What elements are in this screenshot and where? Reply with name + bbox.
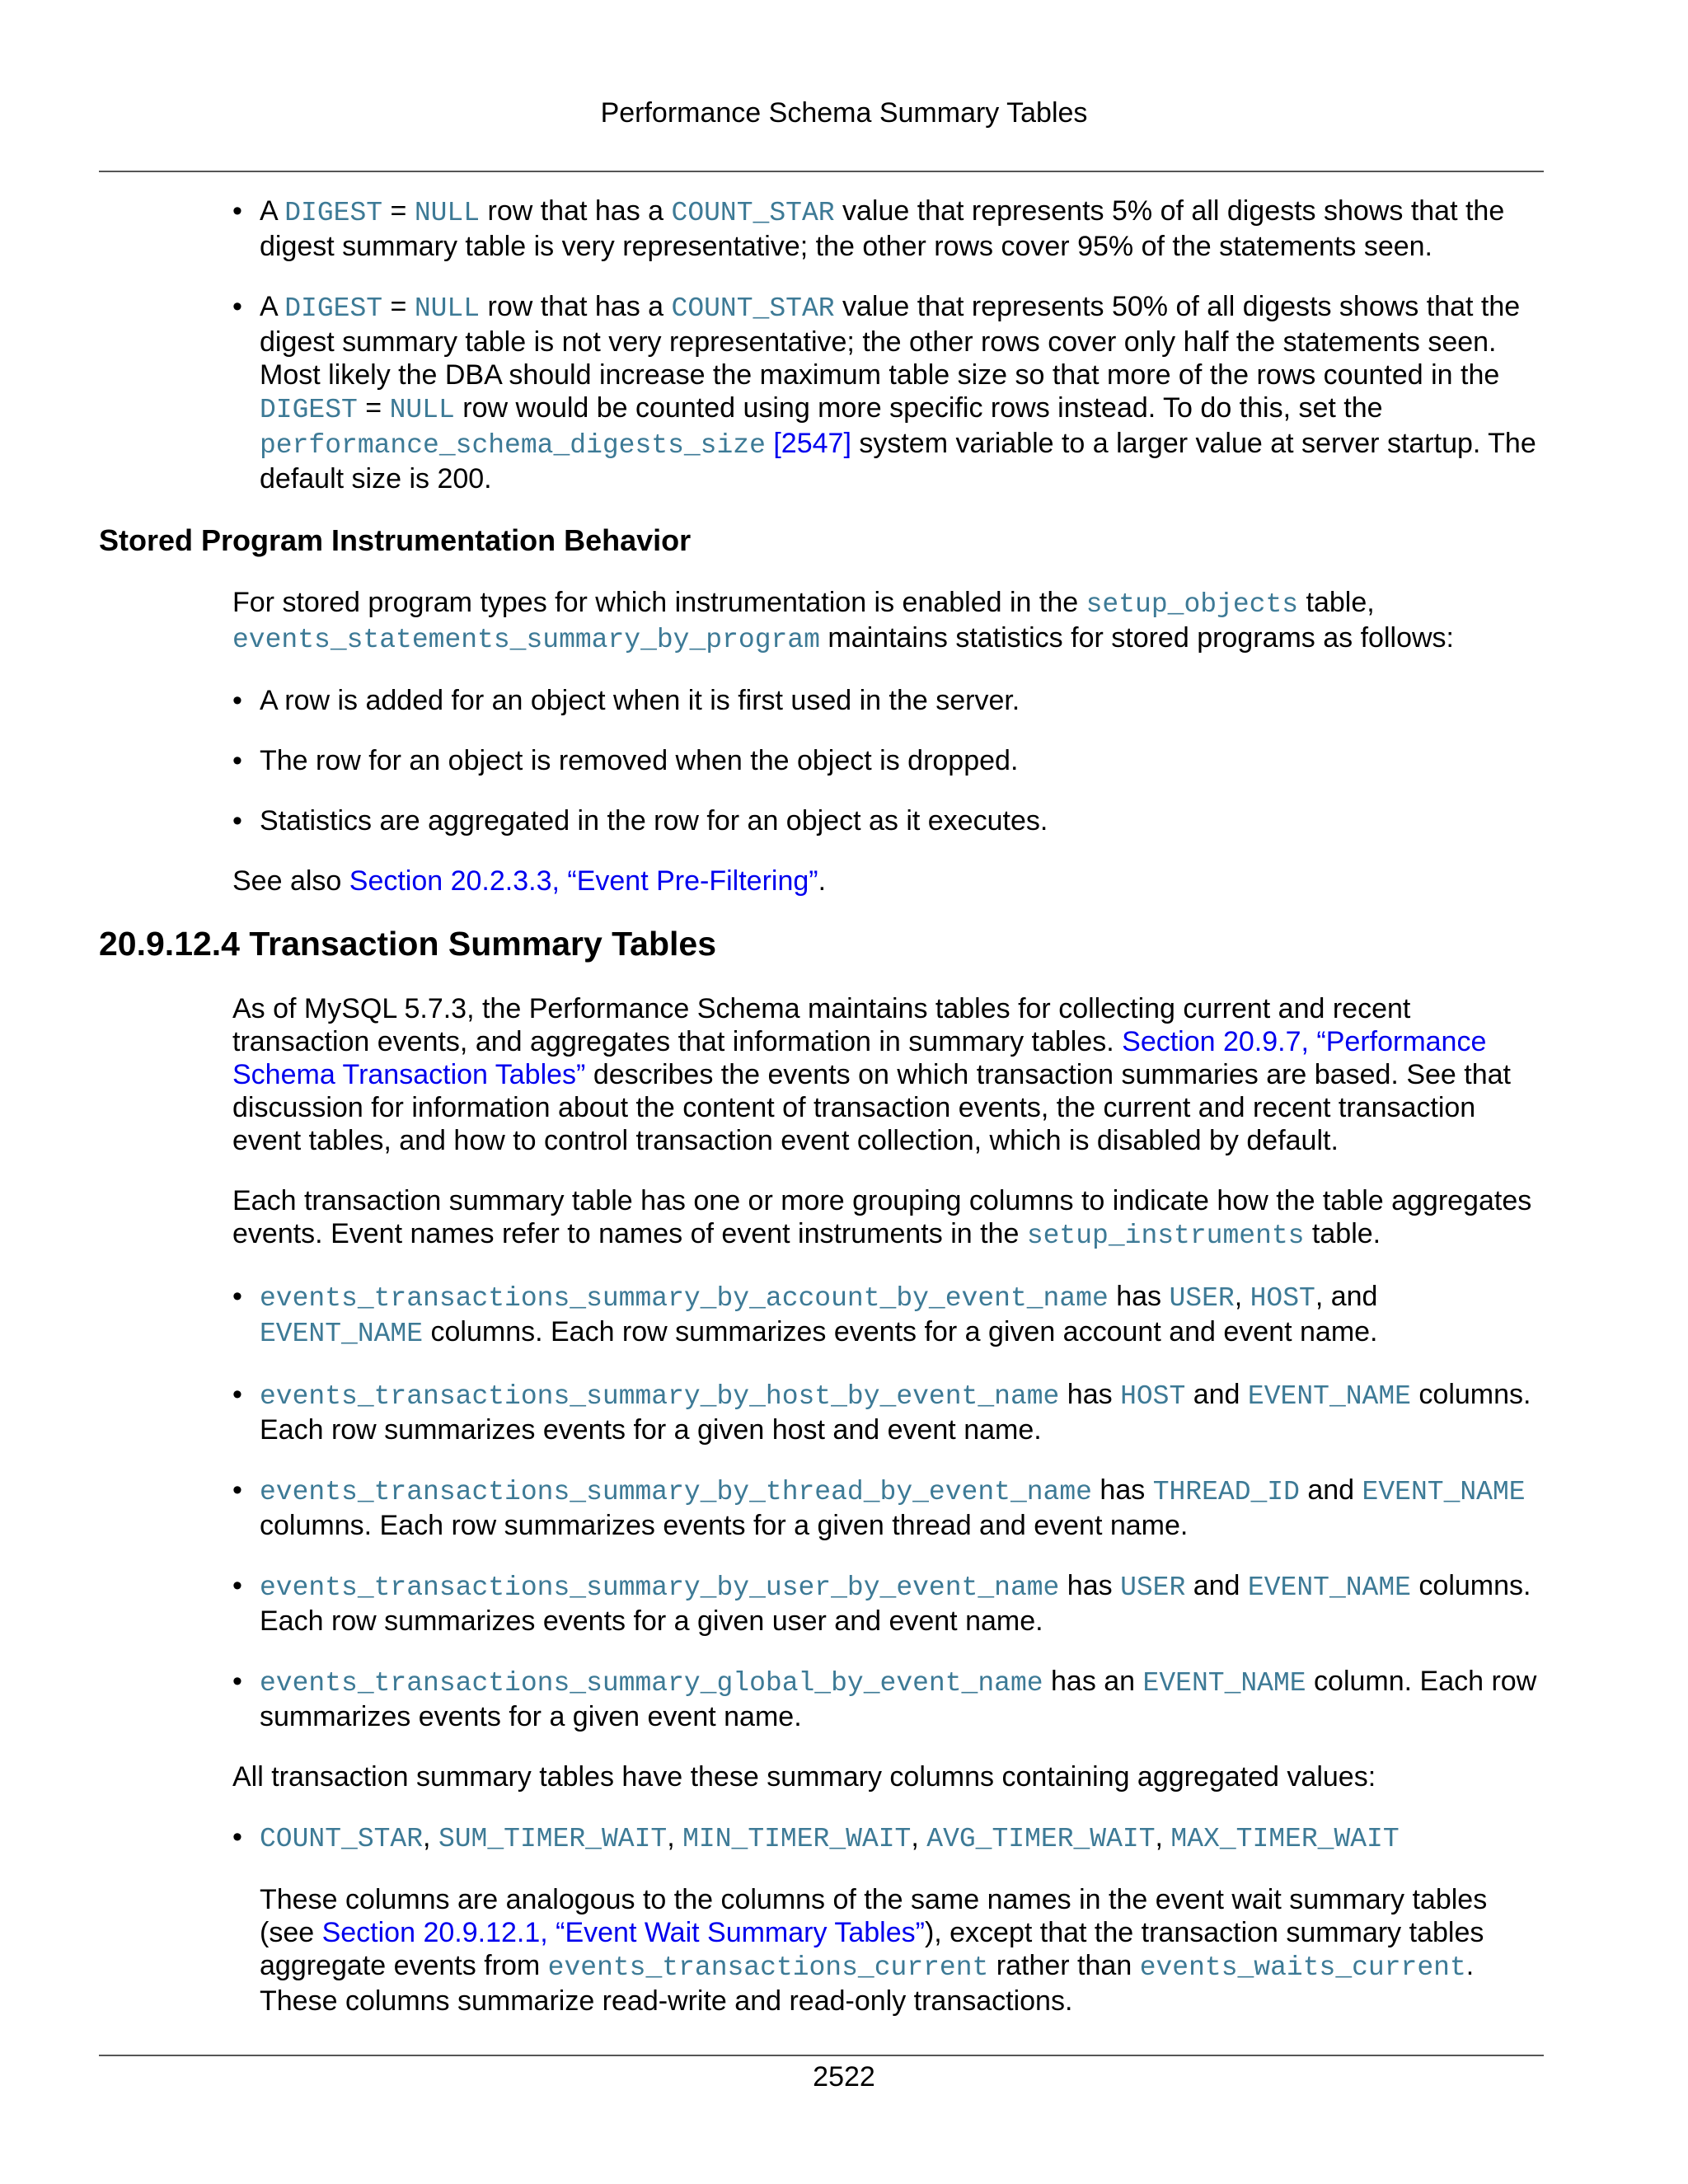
code-sum-timer-wait: SUM_TIMER_WAIT <box>438 1824 668 1854</box>
text: column. Each row summarizes events for a given event name. <box>260 1666 1537 1732</box>
text: value that represents 5% of all digests shows that the digest summary table is very representative; the other rows cover 95% of the statements seen. <box>260 195 1505 262</box>
footer-rule <box>99 2055 1544 2056</box>
text: row would be counted using more specific rows instead. To do this, set the <box>454 392 1383 424</box>
stored-program-section <box>232 586 1547 898</box>
text: has <box>1059 1570 1121 1601</box>
separator: , <box>667 1821 683 1853</box>
code-digests-size-variable[interactable]: performance_schema_digests_size <box>260 430 766 461</box>
text: and <box>1299 1474 1362 1506</box>
list-item <box>232 1378 1547 1446</box>
text: value that represents 50% of all digests shows that the digest summary table is not very representative; the other rows cover only half the statements seen. Most likely the DBA should increase the maximum table size so that more of the rows counted in the <box>260 291 1521 391</box>
page-number: 2522 <box>813 2061 875 2093</box>
text: table. <box>1304 1218 1381 1249</box>
text: describes the events on which transaction summaries are based. See that discussion for information about the content of transaction events, the current and recent transaction event tables, and how to control transaction event collection, which is disabled by default. <box>232 1059 1511 1156</box>
text: These columns are analogous to the columns of the same names in the event wait summary tables (see <box>260 1884 1488 1948</box>
text: has <box>1091 1474 1153 1506</box>
text: row that has a <box>480 291 672 322</box>
text: row that has a <box>480 195 672 227</box>
code-host: HOST <box>1250 1283 1315 1314</box>
list-item <box>232 1665 1547 1733</box>
code-avg-timer-wait: AVG_TIMER_WAIT <box>926 1824 1156 1854</box>
separator: , <box>1155 1821 1171 1853</box>
code-host: HOST <box>1120 1381 1186 1412</box>
code-events-transactions-current[interactable]: events_transactions_current <box>547 1952 989 1983</box>
text: has an <box>1043 1666 1143 1697</box>
code-setup-objects[interactable]: setup_objects <box>1085 589 1299 620</box>
text: columns. Each row summarizes events for a given user and event name. <box>260 1570 1531 1637</box>
text: and <box>1185 1570 1248 1601</box>
code-event-name: EVENT_NAME <box>1142 1668 1306 1699</box>
text: columns. Each row summarizes events for a given host and event name. <box>260 1379 1531 1446</box>
list-item <box>232 290 1547 495</box>
page-content <box>0 194 1688 2018</box>
column-names <box>260 1821 1547 1856</box>
list-item: • Statistics are aggregated in the row for an object as it executes. <box>232 804 1547 837</box>
code-table-global[interactable]: events_transactions_summary_global_by_event_name <box>260 1668 1043 1699</box>
text: columns. Each row summarizes events for a given thread and event name. <box>260 1510 1189 1541</box>
code-events-waits-current[interactable]: events_waits_current <box>1139 1952 1466 1983</box>
digest-bullet-list <box>232 194 1547 495</box>
code-max-timer-wait: MAX_TIMER_WAIT <box>1170 1824 1400 1854</box>
transaction-summary-heading: 20.9.12.4 Transaction Summary Tables <box>99 925 716 963</box>
text: Each transaction summary table has one or more grouping columns to indicate how the table aggregates events. Event names refer to names of event instruments in the <box>232 1185 1532 1249</box>
page-header: Performance Schema Summary Tables <box>600 97 1088 129</box>
code-event-name: EVENT_NAME <box>1362 1477 1526 1507</box>
text: ), except that the transaction summary tables aggregate events from <box>260 1917 1484 1981</box>
text: As of MySQL 5.7.3, the Performance Schema maintains tables for collecting current and recent transaction events, and aggregates that information in summary tables. <box>232 993 1411 1057</box>
code-digest: DIGEST <box>284 293 383 324</box>
text: A <box>260 195 285 227</box>
list-item <box>232 1821 1547 2018</box>
transaction-tables-link[interactable]: Section 20.9.7, “Performance Schema Transaction Tables” <box>232 1026 1487 1090</box>
text: = <box>382 291 415 322</box>
code-event-name: EVENT_NAME <box>1247 1381 1411 1412</box>
columns-description <box>260 1883 1547 2018</box>
grouping-columns-paragraph <box>232 1184 1547 1253</box>
text: . These columns summarize read-write and read-only transactions. <box>260 1950 1475 2017</box>
text: , <box>1234 1281 1250 1312</box>
text: columns. Each row summarizes events for a given account and event name. <box>423 1316 1378 1347</box>
code-event-name: EVENT_NAME <box>1247 1572 1411 1603</box>
stored-program-bullet-list <box>232 684 1547 837</box>
code-user: USER <box>1169 1283 1235 1314</box>
list-item: • The row for an object is removed when the object is dropped. <box>232 744 1547 777</box>
code-table-by-thread[interactable]: events_transactions_summary_by_thread_by_event_name <box>260 1477 1092 1507</box>
event-wait-summary-link[interactable]: Section 20.9.12.1, “Event Wait Summary Tables” <box>321 1917 925 1948</box>
code-user: USER <box>1120 1572 1186 1603</box>
text: maintains statistics for stored programs as follows: <box>819 622 1454 654</box>
text: A <box>260 291 285 322</box>
list-item <box>232 1474 1547 1542</box>
code-count-star: COUNT_STAR <box>671 293 835 324</box>
code-min-timer-wait: MIN_TIMER_WAIT <box>682 1824 912 1854</box>
code-count-star: COUNT_STAR <box>671 198 835 228</box>
list-item <box>232 1569 1547 1638</box>
code-table-by-account[interactable]: events_transactions_summary_by_account_by_event_name <box>260 1283 1109 1314</box>
text: = <box>382 195 415 227</box>
text: and <box>1185 1379 1248 1410</box>
summary-columns-list <box>232 1821 1547 2018</box>
code-table-by-user[interactable]: events_transactions_summary_by_user_by_event_name <box>260 1572 1060 1603</box>
summary-columns-paragraph: All transaction summary tables have these summary columns containing aggregated values: <box>232 1761 1376 1793</box>
page-ref-link[interactable]: [2547] <box>773 428 851 459</box>
text: rather than <box>988 1950 1140 1981</box>
code-null: NULL <box>389 395 455 425</box>
code-events-statements-summary-by-program[interactable]: events_statements_summary_by_program <box>232 625 820 655</box>
text: has <box>1059 1379 1121 1410</box>
list-item <box>232 194 1547 263</box>
code-null: NULL <box>414 293 481 324</box>
see-also <box>232 865 1547 898</box>
code-table-by-host[interactable]: events_transactions_summary_by_host_by_event_name <box>260 1381 1060 1412</box>
text: . <box>818 865 827 897</box>
summary-tables-list <box>232 1280 1547 1733</box>
code-count-star: COUNT_STAR <box>260 1824 424 1854</box>
list-item <box>232 1280 1547 1351</box>
list-item: • A row is added for an object when it is first used in the server. <box>232 684 1547 717</box>
code-event-name: EVENT_NAME <box>260 1319 424 1349</box>
text: See also <box>232 865 349 897</box>
transaction-section <box>232 992 1547 2018</box>
separator: , <box>911 1821 927 1853</box>
code-setup-instruments[interactable]: setup_instruments <box>1026 1221 1305 1251</box>
text: system variable to a larger value at server startup. The default size is 200. <box>260 428 1536 494</box>
code-digest: DIGEST <box>260 395 358 425</box>
stored-program-intro <box>232 586 1547 657</box>
text: table, <box>1298 587 1375 618</box>
text: , and <box>1315 1281 1378 1312</box>
text: For stored program types for which instrumentation is enabled in the <box>232 587 1086 618</box>
code-null: NULL <box>414 198 481 228</box>
text: = <box>357 392 390 424</box>
code-digest: DIGEST <box>284 198 383 228</box>
text: has <box>1108 1281 1170 1312</box>
transaction-intro <box>232 992 1547 1157</box>
separator: , <box>423 1821 438 1853</box>
event-pre-filtering-link[interactable]: Section 20.2.3.3, “Event Pre-Filtering” <box>349 865 818 897</box>
code-thread-id: THREAD_ID <box>1152 1477 1300 1507</box>
stored-program-heading: Stored Program Instrumentation Behavior <box>99 523 692 557</box>
header-rule <box>99 171 1544 172</box>
